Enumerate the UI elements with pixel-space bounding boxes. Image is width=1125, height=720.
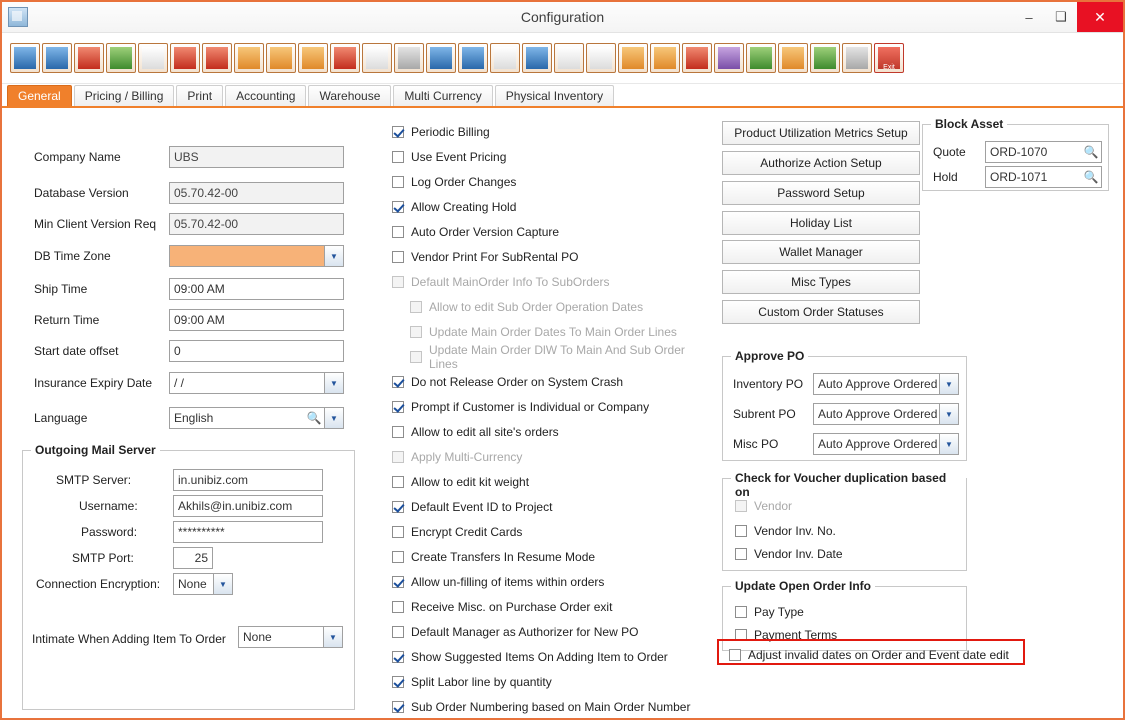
- measure-icon[interactable]: [362, 43, 392, 73]
- chevron-down-icon[interactable]: ▼: [939, 434, 958, 454]
- option-periodic-billing[interactable]: [392, 123, 490, 141]
- checkbox-icon[interactable]: [392, 676, 404, 688]
- price-tag-icon[interactable]: [202, 43, 232, 73]
- chevron-down-icon[interactable]: ▼: [324, 408, 343, 428]
- option-label: Update Main Order Dates To Main Order Lines: [429, 325, 677, 339]
- save-icon[interactable]: [10, 43, 40, 73]
- holiday-list-button[interactable]: Holiday List: [722, 211, 920, 235]
- checkbox-icon[interactable]: [392, 251, 404, 263]
- ship-time-label: Ship Time: [34, 282, 88, 296]
- db-time-zone-combo[interactable]: [169, 245, 344, 267]
- company-name-label: Company Name: [34, 150, 121, 164]
- notes-icon[interactable]: [714, 43, 744, 73]
- field-company-name: [34, 146, 169, 168]
- checkbox-icon[interactable]: [392, 476, 404, 488]
- option-log-order-changes[interactable]: [392, 173, 516, 191]
- window-title: Configuration: [520, 9, 605, 25]
- option-show-suggested-items[interactable]: [392, 648, 668, 666]
- misc-po-label: Misc PO: [733, 437, 779, 451]
- list-icon[interactable]: [810, 43, 840, 73]
- checkbox-icon[interactable]: [392, 626, 404, 638]
- database-version-label: Database Version: [34, 186, 129, 200]
- start-date-offset-label: Start date offset: [34, 344, 119, 358]
- language-label: Language: [34, 411, 88, 425]
- maximize-button[interactable]: ❑: [1055, 9, 1067, 24]
- misc-types-button[interactable]: Misc Types: [722, 270, 920, 294]
- checkbox-icon: [392, 276, 404, 288]
- globe-icon[interactable]: [426, 43, 456, 73]
- subrent-po-value: Auto Approve Ordered: [818, 407, 938, 421]
- misc-po-combo[interactable]: [813, 433, 959, 455]
- field-ship-time: [34, 278, 169, 300]
- option-label: Sub Order Numbering based on Main Order Number: [411, 700, 691, 714]
- option-adjust-invalid-dates[interactable]: [729, 646, 1009, 664]
- intimate-adding-item-combo[interactable]: [238, 626, 343, 648]
- voucher-duplication-legend: Check for Voucher duplication based on: [731, 471, 966, 499]
- option-label: Split Labor line by quantity: [411, 675, 552, 689]
- wallet-manager-button[interactable]: Wallet Manager: [722, 240, 920, 264]
- option-label: Vendor: [754, 499, 793, 513]
- clipboard-icon[interactable]: [266, 43, 296, 73]
- option-update-main-order-dlw: [410, 343, 712, 371]
- checkbox-icon[interactable]: [729, 649, 741, 661]
- gear-red-icon[interactable]: [682, 43, 712, 73]
- checkbox-icon[interactable]: [392, 151, 404, 163]
- document-blue-icon[interactable]: [522, 43, 552, 73]
- checkbox-icon[interactable]: [392, 176, 404, 188]
- chevron-down-icon[interactable]: ▼: [324, 373, 343, 393]
- password-setup-button[interactable]: Password Setup: [722, 181, 920, 205]
- search-icon[interactable]: 🔍: [1083, 170, 1099, 184]
- tab-physical-inventory[interactable]: Physical Inventory: [495, 85, 614, 106]
- field-return-time: [34, 309, 169, 331]
- connection-encryption-label: Connection Encryption:: [36, 577, 161, 591]
- excel-export-icon[interactable]: [106, 43, 136, 73]
- tab-pricing-billing[interactable]: Pricing / Billing: [74, 85, 175, 106]
- option-split-labor-line-by-quantity[interactable]: [392, 673, 552, 691]
- block-asset-group: [922, 117, 1109, 191]
- grid-icon[interactable]: [234, 43, 264, 73]
- password-label: Password:: [81, 525, 138, 539]
- db-time-zone-value: [170, 246, 324, 266]
- intimate-adding-item-value: None: [243, 630, 272, 644]
- document-lines-icon[interactable]: [586, 43, 616, 73]
- custom-order-statuses-button[interactable]: Custom Order Statuses: [722, 300, 920, 324]
- checkbox-icon: [410, 301, 422, 313]
- option-label: Default Event ID to Project: [411, 500, 553, 514]
- option-label: Adjust invalid dates on Order and Event date edit: [748, 648, 1009, 662]
- option-do-not-release-order-on-system-crash[interactable]: [392, 373, 623, 391]
- exit-label: Exit: [883, 64, 895, 71]
- quote-label: Quote: [933, 145, 966, 159]
- checkbox-icon[interactable]: [735, 548, 747, 560]
- option-label: Encrypt Credit Cards: [411, 525, 523, 539]
- database-version-input[interactable]: 05.70.42-00: [169, 182, 344, 204]
- subrent-po-combo[interactable]: [813, 403, 959, 425]
- hold-asset-value: ORD-1071: [990, 170, 1048, 184]
- ship-time-input[interactable]: 09:00 AM: [169, 278, 344, 300]
- save-all-icon[interactable]: [42, 43, 72, 73]
- option-default-mainorder-info-to-suborders: [392, 273, 610, 291]
- option-encrypt-credit-cards[interactable]: [392, 523, 522, 541]
- tab-print[interactable]: Print: [176, 85, 223, 106]
- folder-icon[interactable]: [778, 43, 808, 73]
- hold-label: Hold: [933, 170, 958, 184]
- tab-multi-currency[interactable]: Multi Currency: [393, 85, 492, 106]
- search-icon[interactable]: 🔍: [1083, 145, 1099, 159]
- inventory-po-value: Auto Approve Ordered: [818, 377, 938, 391]
- checkbox-icon: [410, 326, 422, 338]
- checkbox-icon[interactable]: [392, 226, 404, 238]
- checkbox-icon[interactable]: [392, 126, 404, 138]
- currency-icon[interactable]: [74, 43, 104, 73]
- field-min-client-version: [34, 213, 169, 235]
- option-sub-order-numbering[interactable]: [392, 698, 690, 716]
- chevron-down-icon[interactable]: ▼: [939, 404, 958, 424]
- connection-encryption-combo[interactable]: [173, 573, 233, 595]
- option-default-manager-as-authorizer[interactable]: [392, 623, 638, 641]
- option-label: Create Transfers In Resume Mode: [411, 550, 596, 564]
- checkbox-icon[interactable]: [735, 606, 747, 618]
- option-label: Receive Misc. on Purchase Order exit: [411, 600, 613, 614]
- checkbox-icon[interactable]: [392, 576, 404, 588]
- adjust-invalid-dates-highlight: [717, 639, 1025, 665]
- checkbox-icon[interactable]: [392, 501, 404, 513]
- authorize-action-setup-button[interactable]: Authorize Action Setup: [722, 151, 920, 175]
- option-label: Vendor Inv. No.: [754, 524, 836, 538]
- checkbox-icon[interactable]: [392, 201, 404, 213]
- update-open-order-info-legend: Update Open Order Info: [731, 579, 875, 593]
- search-icon[interactable]: 🔍: [306, 411, 322, 425]
- hold-asset-combo[interactable]: [985, 166, 1102, 188]
- insurance-expiry-date-combo[interactable]: [169, 372, 344, 394]
- checkbox-icon[interactable]: [392, 526, 404, 538]
- smtp-port-input[interactable]: 25: [173, 547, 213, 569]
- outgoing-mail-server-group: [22, 443, 355, 710]
- db-time-zone-label: DB Time Zone: [34, 249, 111, 263]
- document-icon[interactable]: [554, 43, 584, 73]
- option-label: Payment Terms: [754, 628, 838, 642]
- field-start-date-offset: [34, 340, 169, 362]
- approve-po-group: [722, 349, 967, 461]
- approve-po-legend: Approve PO: [731, 349, 808, 363]
- option-update-main-order-dates-to-main-order-lines: [410, 323, 677, 341]
- option-default-event-id-to-project[interactable]: [392, 498, 552, 516]
- block-asset-legend: Block Asset: [931, 117, 1007, 131]
- option-label: Periodic Billing: [411, 125, 490, 139]
- voucher-duplication-group: [722, 471, 967, 571]
- checkbox-icon[interactable]: [392, 401, 404, 413]
- chevron-down-icon[interactable]: ▼: [213, 574, 232, 594]
- field-database-version: [34, 182, 169, 204]
- title-bar: [2, 2, 1123, 33]
- chevron-down-icon[interactable]: ▼: [323, 627, 342, 647]
- voucher-check-vendor: [735, 497, 792, 515]
- general-settings-column: [2, 108, 362, 715]
- smtp-server-label: SMTP Server:: [56, 473, 132, 487]
- product-utilization-metrics-setup-button[interactable]: Product Utilization Metrics Setup: [722, 121, 920, 145]
- update-open-order-pay-type[interactable]: [735, 603, 804, 621]
- field-insurance-expiry-date: [34, 372, 169, 394]
- tower-icon[interactable]: [746, 43, 776, 73]
- insurance-expiry-date-label: Insurance Expiry Date: [34, 376, 153, 390]
- quote-asset-value: ORD-1070: [990, 145, 1048, 159]
- connection-encryption-value: None: [178, 577, 207, 591]
- option-receive-misc-on-purchase-order-exit[interactable]: [392, 598, 612, 616]
- checkbox-icon[interactable]: [735, 525, 747, 537]
- option-label: Show Suggested Items On Adding Item to Order: [411, 650, 668, 664]
- option-allow-edit-sub-order-operation-dates: [410, 298, 643, 316]
- option-label: Update Main Order DlW To Main And Sub Order Lines: [429, 343, 685, 371]
- insurance-expiry-date-value: / /: [174, 376, 185, 390]
- checkbox-icon[interactable]: [392, 551, 404, 563]
- chevron-down-icon[interactable]: ▼: [324, 246, 343, 266]
- option-label: Allow to edit Sub Order Operation Dates: [429, 300, 644, 314]
- option-label: Do not Release Order on System Crash: [411, 375, 624, 389]
- option-vendor-print-for-subrental-po[interactable]: [392, 248, 578, 266]
- option-apply-multi-currency: [392, 448, 522, 466]
- min-client-version-input[interactable]: 05.70.42-00: [169, 213, 344, 235]
- calendar-icon[interactable]: [330, 43, 360, 73]
- tab-accounting[interactable]: Accounting: [225, 85, 306, 106]
- return-time-input[interactable]: 09:00 AM: [169, 309, 344, 331]
- option-label: Auto Order Version Capture: [411, 225, 560, 239]
- option-label: Allow un-filling of items within orders: [411, 575, 605, 589]
- tab-bar: [2, 84, 1123, 108]
- minimize-button[interactable]: –: [1025, 9, 1033, 25]
- window-controls: [1013, 2, 1123, 32]
- voucher-check-vendor-inv-no[interactable]: [735, 522, 836, 540]
- option-allow-edit-kit-weight[interactable]: [392, 473, 529, 491]
- checkbox-icon[interactable]: [392, 376, 404, 388]
- exit-icon[interactable]: [874, 43, 904, 73]
- option-label: Allow to edit all site's orders: [411, 425, 559, 439]
- option-label: Default Manager as Authorizer for New PO: [411, 625, 639, 639]
- scroll-alt-icon[interactable]: [650, 43, 680, 73]
- option-allow-creating-hold[interactable]: [392, 198, 516, 216]
- option-create-transfers-in-resume-mode[interactable]: [392, 548, 595, 566]
- option-prompt-if-customer-individual-or-company[interactable]: [392, 398, 649, 416]
- checkbox-icon: [392, 451, 404, 463]
- tab-general[interactable]: General: [7, 85, 72, 106]
- outgoing-mail-server-legend: Outgoing Mail Server: [31, 443, 160, 457]
- field-language: [34, 407, 169, 429]
- subrent-po-label: Subrent PO: [733, 407, 796, 421]
- return-time-label: Return Time: [34, 313, 100, 327]
- min-client-version-label: Min Client Version Req: [34, 217, 157, 231]
- option-label: Vendor Inv. Date: [754, 547, 843, 561]
- option-use-event-pricing[interactable]: [392, 148, 506, 166]
- company-name-input[interactable]: UBS: [169, 146, 344, 168]
- misc-po-value: Auto Approve Ordered: [818, 437, 938, 451]
- close-button[interactable]: ✕: [1077, 2, 1123, 32]
- report-icon[interactable]: [170, 43, 200, 73]
- voucher-check-vendor-inv-date[interactable]: [735, 545, 843, 563]
- checkbox-icon: [410, 351, 422, 363]
- inventory-po-label: Inventory PO: [733, 377, 804, 391]
- option-allow-edit-all-sites-orders[interactable]: [392, 423, 559, 441]
- checkbox-icon[interactable]: [392, 701, 404, 713]
- option-label: Apply Multi-Currency: [411, 450, 523, 464]
- option-label: Default MainOrder Info To SubOrders: [411, 275, 610, 289]
- tab-content-general: [2, 108, 1123, 715]
- transfer-icon[interactable]: [842, 43, 872, 73]
- smtp-server-input[interactable]: in.unibiz.com: [173, 469, 323, 491]
- checkmark-box-icon[interactable]: [490, 43, 520, 73]
- option-label: Allow Creating Hold: [411, 200, 517, 214]
- inventory-po-combo[interactable]: [813, 373, 959, 395]
- option-label: Vendor Print For SubRental PO: [411, 250, 579, 264]
- option-auto-order-version-capture[interactable]: [392, 223, 559, 241]
- option-label: Use Event Pricing: [411, 150, 507, 164]
- start-date-offset-input[interactable]: 0: [169, 340, 344, 362]
- checkbox-icon[interactable]: [392, 601, 404, 613]
- paint-icon[interactable]: [458, 43, 488, 73]
- edit-note-icon[interactable]: [138, 43, 168, 73]
- tab-warehouse[interactable]: Warehouse: [308, 85, 391, 106]
- settings-gear-icon[interactable]: [394, 43, 424, 73]
- image-search-icon[interactable]: [298, 43, 328, 73]
- field-db-time-zone: [34, 245, 169, 267]
- main-toolbar: [2, 33, 1123, 84]
- checkbox-icon: [735, 500, 747, 512]
- language-combo[interactable]: [169, 407, 344, 429]
- checkbox-icon[interactable]: [392, 651, 404, 663]
- chevron-down-icon[interactable]: ▼: [939, 374, 958, 394]
- option-label: Log Order Changes: [411, 175, 517, 189]
- option-label: Allow to edit kit weight: [411, 475, 530, 489]
- username-input[interactable]: Akhils@in.unibiz.com: [173, 495, 323, 517]
- option-allow-unfilling-items-within-orders[interactable]: [392, 573, 604, 591]
- password-input[interactable]: **********: [173, 521, 323, 543]
- quote-asset-combo[interactable]: [985, 141, 1102, 163]
- language-value: English: [174, 411, 214, 425]
- checkbox-icon[interactable]: [392, 426, 404, 438]
- option-label: Pay Type: [754, 605, 804, 619]
- smtp-port-label: SMTP Port:: [72, 551, 134, 565]
- intimate-adding-item-label: Intimate When Adding Item To Order: [32, 632, 226, 646]
- scroll-icon[interactable]: [618, 43, 648, 73]
- option-label: Prompt if Customer is Individual or Company: [411, 400, 650, 414]
- username-label: Username:: [79, 499, 138, 513]
